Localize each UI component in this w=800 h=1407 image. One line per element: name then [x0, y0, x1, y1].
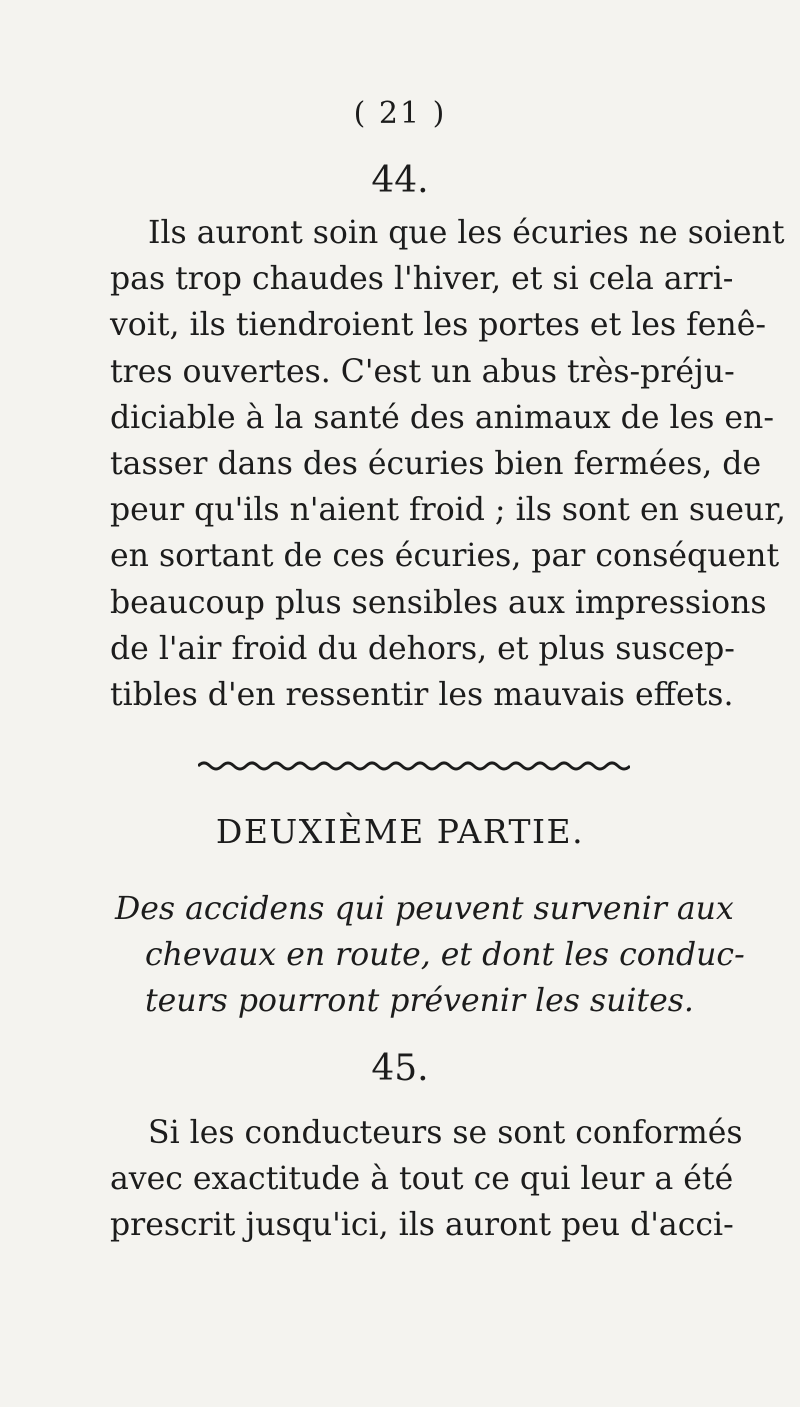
text-line: avec exactitude à tout ce qui leur a été: [110, 1161, 734, 1197]
subtitle-line: chevaux en route, et dont les conduc-: [145, 937, 745, 973]
page-number: ( 21 ): [353, 96, 447, 131]
paragraph-45: [110, 1110, 743, 1248]
subtitle-line: Des accidens qui peuvent survenir aux: [115, 891, 734, 927]
part-title: DEUXIÈME PARTIE.: [215, 812, 585, 851]
text-line: voit, ils tiendroient les portes et les fenê-: [110, 307, 767, 344]
section-number-45: 45.: [371, 1048, 429, 1089]
paragraph-44: [110, 210, 786, 718]
text-line: tres ouvertes. C'est un abus très-préju-: [110, 353, 735, 390]
wavy-divider: [198, 758, 630, 774]
text-line: prescrit jusqu'ici, ils auront peu d'acci-: [110, 1207, 734, 1243]
text-line: pas trop chaudes l'hiver, et si cela arri-: [110, 261, 734, 298]
text-line: diciable à la santé des animaux de les en-: [110, 399, 774, 436]
text-line: beaucoup plus sensibles aux impressions: [110, 584, 767, 621]
part-subtitle: [115, 886, 745, 1024]
text-line: Ils auront soin que les écuries ne soient: [148, 215, 785, 251]
text-line: Si les conducteurs se sont conformés: [148, 1115, 743, 1151]
subtitle-line: teurs pourront prévenir les suites.: [145, 983, 694, 1019]
text-line: tibles d'en ressentir les mauvais effets.: [110, 676, 734, 713]
text-line: en sortant de ces écuries, par conséquent: [110, 538, 780, 575]
section-number-44: 44.: [371, 160, 429, 201]
text-line: tasser dans des écuries bien fermées, de: [110, 445, 762, 482]
text-line: peur qu'ils n'aient froid ; ils sont en sueur,: [110, 492, 786, 529]
text-line: de l'air froid du dehors, et plus suscep-: [110, 630, 735, 667]
